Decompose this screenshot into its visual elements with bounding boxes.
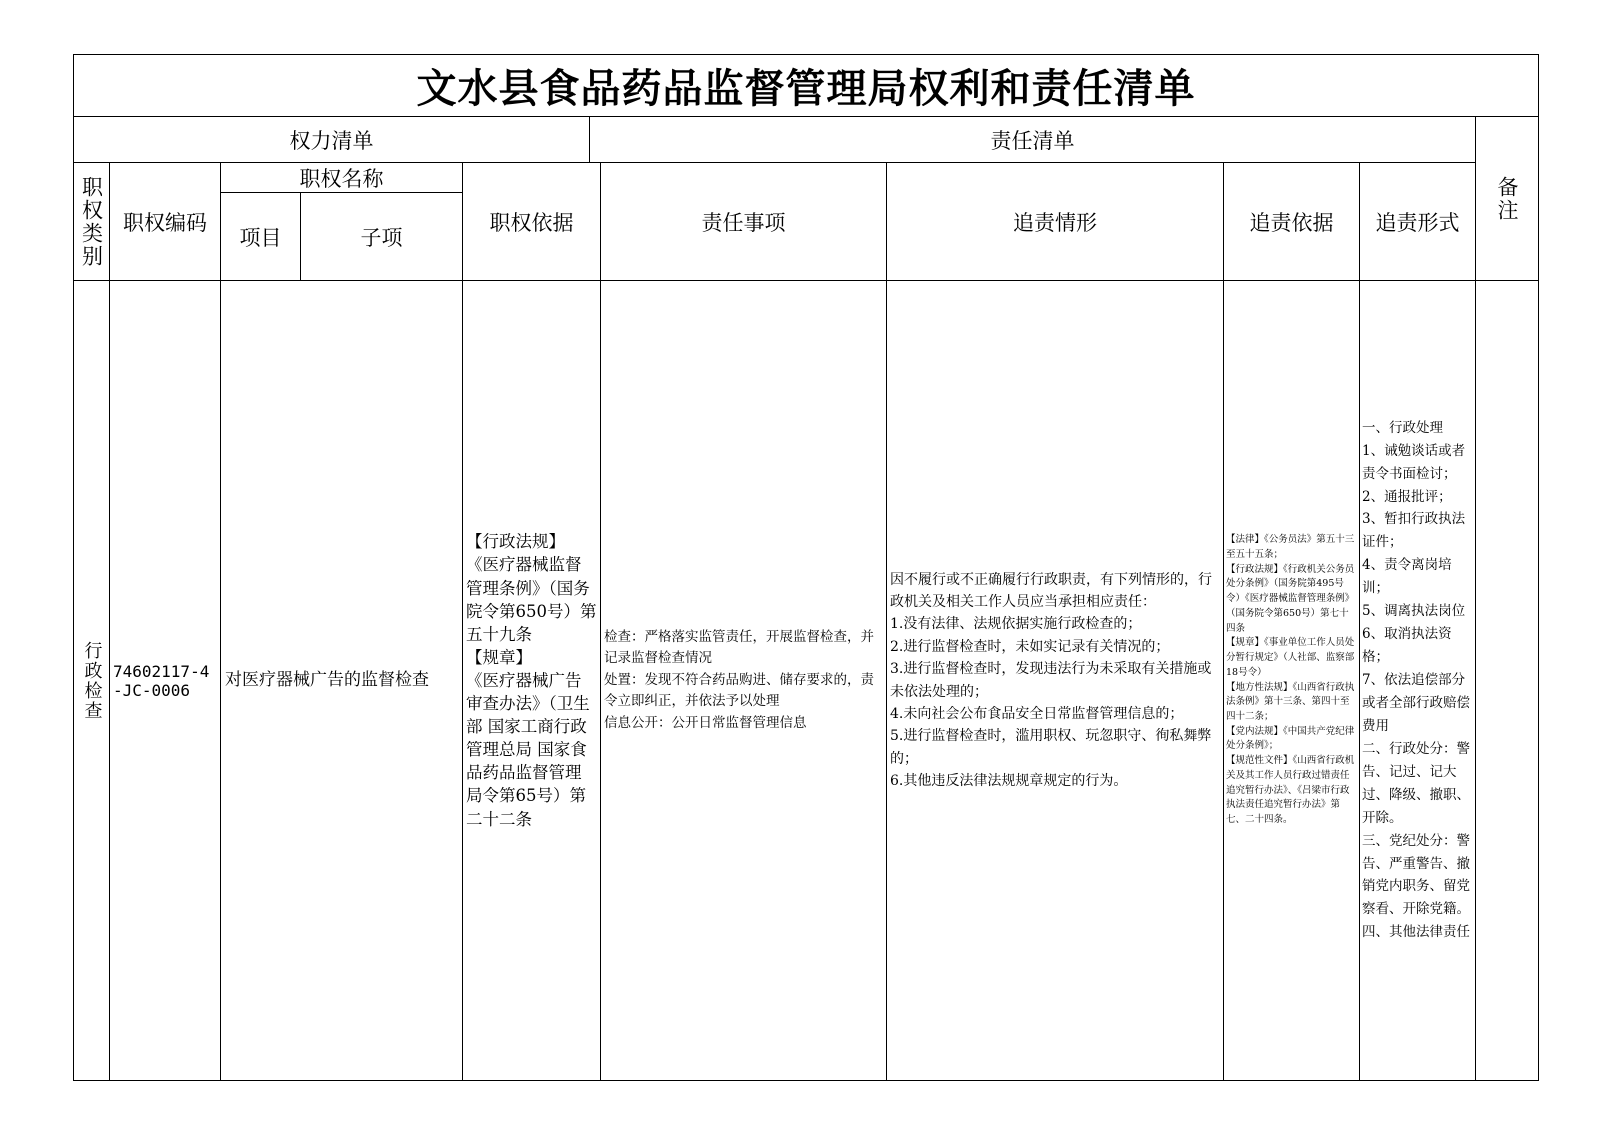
row-basis-text: 【行政法规】 《医疗器械监督管理条例》（国务院令第650号）第五十九条 【规章】 《医疗器械广告审查办法》（卫生部 国家工商行政管理总局 国家食品药品监督管理局令第65号）第二十二条 <box>466 532 597 829</box>
row-basis <box>462 280 600 1080</box>
row-accountability-basis-text: 【法律】《公务员法》第五十三至五十五条； 【行政法规】《行政机关公务员处分条例》（国务院第495号令）《医疗器械监督管理条例》（国务院令第650号）第七十四条 【规章】《事业单位工作人员处分暂行规定》（人社部、监察部18号令） 【地方性法规】《山西省行政执法条例》第十三条、第四十至四十二条； 【党内法规】《中国共产党纪律处分条例》； 【规范性文件】《山西省行政机关及其工作人员行政过错责任追究暂行办法》、《吕梁市行政执法责任追究暂行办法》第七、二十四条。 <box>1226 534 1355 825</box>
accountability-situation-header: 追责情形 <box>886 162 1223 280</box>
row-resp-items <box>600 280 886 1080</box>
row-item-text: 对医疗器械广告的监督检查 <box>225 670 429 691</box>
row-accountability-basis <box>1223 280 1359 1080</box>
page-title: 文水县食品药品监督管理局权利和责任清单 <box>73 54 1539 117</box>
remarks-header <box>1475 117 1538 280</box>
row-code <box>109 280 220 1080</box>
accountability-form-header: 追责形式 <box>1359 162 1475 280</box>
row-accountability-form-text: 一、行政处理 1、诫勉谈话或者责令书面检讨； 2、通报批评； 3、暂扣行政执法证件； 4、责令离岗培训； 5、调离执法岗位 6、取消执法资格； 7、依法追偿部分或者全部行政赔偿费用 二、行政处分：警告、记过、记大过、降级、撤职、开除。 三、党纪处分：警告、严重警告、撤销党内职务、留党察看、开除党籍。 四、其他法律责任 <box>1362 419 1470 941</box>
row-code-text: 74602117-4-JC-0006 <box>113 661 210 700</box>
name-header: 职权名称 <box>220 162 462 192</box>
row-accountability-situation <box>886 280 1223 1080</box>
subitem-header: 子项 <box>300 192 462 280</box>
row-accountability-form <box>1359 280 1475 1080</box>
responsibility-list-header: 责任清单 <box>589 117 1475 162</box>
accountability-basis-header: 追责依据 <box>1223 162 1359 280</box>
basis-header: 职权依据 <box>462 162 600 280</box>
row-item <box>220 280 462 1080</box>
remarks-header-label: 备注 <box>1495 175 1519 222</box>
row-category-cell <box>74 280 109 1080</box>
category-header-label: 职权类别 <box>79 175 104 268</box>
row-resp-items-text: 检查：严格落实监管责任，开展监督检查，并记录监督检查情况 处置：发现不符合药品购进、储存要求的，责令立即纠正，并依法予以处理 信息公开：公开日常监督管理信息 <box>604 628 874 731</box>
item-header: 项目 <box>220 192 300 280</box>
category-header <box>74 162 109 280</box>
row-accountability-situation-text: 因不履行或不正确履行行政职责，有下列情形的，行政机关及相关工作人员应当承担相应责任： 1.没有法律、法规依据实施行政检查的； 2.进行监督检查时，未如实记录有关情况的； 3.进行监督检查时，发现违法行为未采取有关措施或未依法处理的； 4.未向社会公布食品安全日常监督管理信息的； 5.进行监督检查时，滥用职权、玩忽职守、徇私舞弊的； 6.其他违反法律法规规章规定的行为。 <box>890 571 1212 790</box>
row-remarks <box>1475 280 1538 1080</box>
code-header: 职权编码 <box>109 162 220 280</box>
power-list-header: 权力清单 <box>289 128 374 153</box>
row-category: 行政检查 <box>81 640 103 721</box>
resp-items-header: 责任事项 <box>600 162 886 280</box>
